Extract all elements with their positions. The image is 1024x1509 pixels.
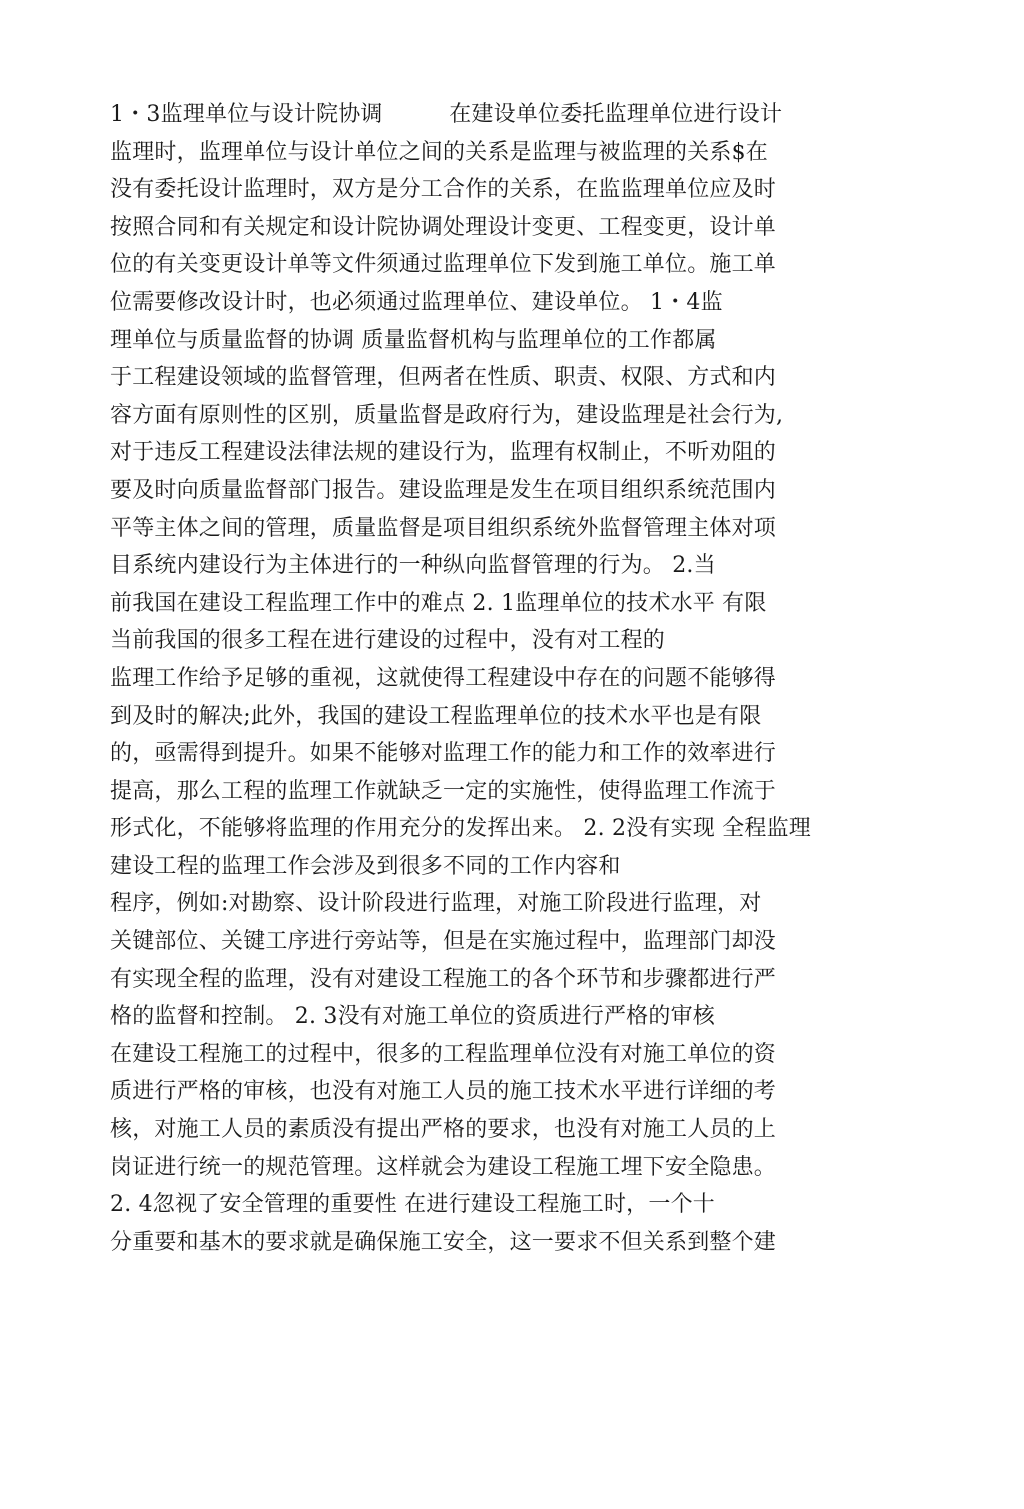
text-line: 监理工作给予足够的重视，这就使得工程建设中存在的问题不能够得 bbox=[110, 665, 777, 691]
text-line: 容方面有原则性的区别，质量监督是政府行为，建设监理是社会行为, bbox=[110, 402, 784, 428]
text-line: 要及时向质量监督部门报告。建设监理是发生在项目组织系统范围内 bbox=[110, 477, 777, 503]
text-line: 于工程建设领域的监督管理，但两者在性质、职责、权限、方式和内 bbox=[110, 365, 777, 391]
text-line: 2. 4忽视了安全管理的重要性 在进行建设工程施工时，一个十 bbox=[110, 1192, 715, 1218]
text-line: 按照合同和有关规定和设计院协调处理设计变更、工程变更，设计单 bbox=[110, 214, 777, 240]
text-line: 平等主体之间的管理，质量监督是项目组织系统外监督管理主体对项 bbox=[110, 515, 777, 541]
text-line: 对于违反工程建设法律法规的建设行为，监理有权制止，不听劝阻的 bbox=[110, 440, 777, 466]
text-line: 没有委托设计监理时，双方是分工合作的关系，在监监理单位应及时 bbox=[110, 177, 777, 203]
text-line: 提高，那么工程的监理工作就缺乏一定的实施性，使得监理工作流于 bbox=[110, 778, 777, 804]
text-line: 当前我国的很多工程在进行建设的过程中，没有对工程的 bbox=[110, 628, 666, 654]
text-line: 位的有关变更设计单等文件须通过监理单位下发到施工单位。施工单 bbox=[110, 252, 777, 278]
text-line: 形式化，不能够将监理的作用充分的发挥出来。 2. 2没有实现 全程监理 bbox=[110, 816, 811, 842]
text-line: 在建设工程施工的过程中，很多的工程监理单位没有对施工单位的资 bbox=[110, 1041, 777, 1067]
text-line: 目系统内建设行为主体进行的一种纵向监督管理的行为。 2.当 bbox=[110, 553, 716, 579]
text-line: 分重要和基木的要求就是确保施工安全，这一要求不但关系到整个建 bbox=[110, 1229, 777, 1255]
text-line: 前我国在建设工程监理工作中的难点 2. 1监理单位的技术水平 有限 bbox=[110, 590, 767, 616]
text-line: 1・3监理单位与设计院协调 在建设单位委托监理单位进行设计 bbox=[110, 102, 783, 127]
text-line: 质进行严格的审核，也没有对施工人员的施工技术水平进行详细的考 bbox=[110, 1079, 777, 1105]
text-line: 理单位与质量监督的协调 质量监督机构与监理单位的工作都属 bbox=[110, 327, 717, 353]
text-line: 程序，例如:对勘察、设计阶段进行监理，对施工阶段进行监理，对 bbox=[110, 891, 762, 917]
text-line: 核，对施工人员的素质没有提出严格的要求，也没有对施工人员的上 bbox=[110, 1117, 777, 1143]
text-line: 关键部位、关键工序进行旁站等，但是在实施过程中，监理部门却没 bbox=[110, 929, 777, 955]
text-line: 位需要修改设计时，也必须通过监理单位、建设单位。 1・4监 bbox=[110, 289, 723, 315]
text-line: 到及时的解决;此外，我国的建设工程监理单位的技术水平也是有限 bbox=[110, 703, 762, 729]
body-text bbox=[110, 96, 910, 1261]
text-line: 监理时，监理单位与设计单位之间的关系是监理与被监理的关系$在 bbox=[110, 139, 768, 165]
text-line: 格的监督和控制。 2. 3没有对施工单位的资质进行严格的审核 bbox=[110, 1004, 715, 1030]
text-line: 建设工程的监理工作会涉及到很多不同的工作内容和 bbox=[110, 853, 621, 879]
text-line: 岗证进行统一的规范管理。这样就会为建设工程施工埋下安全隐患。 bbox=[110, 1154, 777, 1180]
text-line: 有实现全程的监理，没有对建设工程施工的各个环节和步骤都进行严 bbox=[110, 966, 777, 992]
text-line: 的，亟需得到提升。如果不能够对监理工作的能力和工作的效率进行 bbox=[110, 741, 777, 767]
